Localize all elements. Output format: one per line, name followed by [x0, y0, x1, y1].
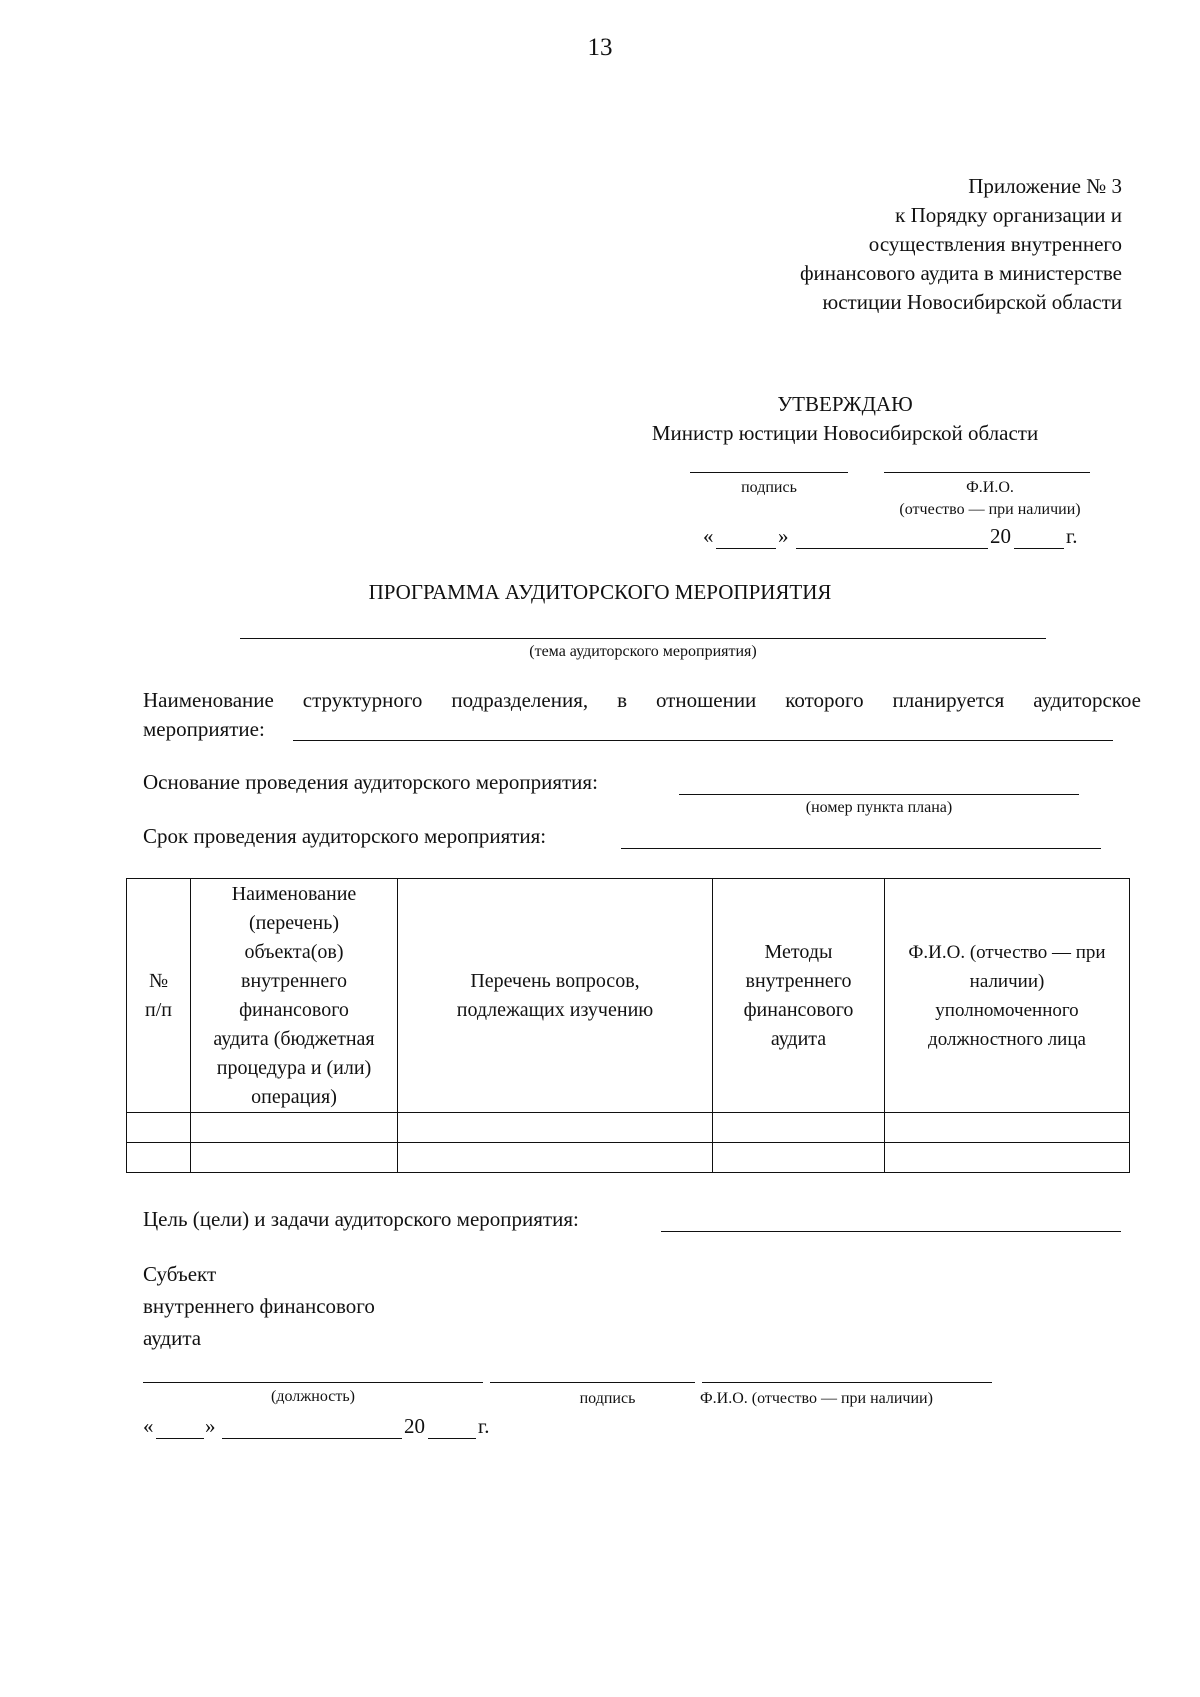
appendix-reference	[662, 172, 1122, 317]
column-header-number: № п/п	[127, 879, 191, 1113]
approval-signature-caption: подпись	[741, 479, 797, 496]
unit-name-label-cont: мероприятие:	[143, 717, 265, 741]
table-cell[interactable]	[885, 1143, 1130, 1173]
basis-caption: (номер пункта плана)	[805, 799, 953, 816]
subject-date-month-line	[222, 1438, 402, 1439]
table-row	[127, 1113, 1130, 1143]
approval-title: УТВЕРЖДАЮ	[777, 392, 913, 416]
approval-date-suffix: г.	[1066, 524, 1078, 548]
goal-label: Цель (цели) и задачи аудиторского мероприятия:	[143, 1207, 579, 1231]
table-cell[interactable]	[398, 1143, 713, 1173]
term-input-line	[621, 848, 1101, 849]
goal-input-line	[661, 1231, 1121, 1232]
approval-name-caption: Ф.И.О.	[966, 479, 1014, 496]
approval-date-year-prefix: 20	[990, 524, 1011, 548]
table-cell[interactable]	[885, 1113, 1130, 1143]
column-header-questions: Перечень вопросов, подлежащих изучению	[398, 879, 713, 1113]
column-header-audit-object: Наименование (перечень) объекта(ов) внутреннего финансового аудита (бюджетная процедура и (или) операция)	[191, 879, 398, 1113]
table-cell[interactable]	[127, 1143, 191, 1173]
term-label: Срок проведения аудиторского мероприятия:	[143, 824, 547, 848]
table-row	[127, 1143, 1130, 1173]
approval-signature-line	[690, 472, 848, 473]
appendix-line: осуществления внутреннего	[868, 232, 1122, 256]
approval-date-month-line	[796, 548, 988, 549]
subject-name-line	[702, 1382, 992, 1383]
approval-date-open-quote: «	[703, 524, 714, 548]
subject-signature-line	[490, 1382, 695, 1383]
table-cell[interactable]	[191, 1113, 398, 1143]
subject-date-year-prefix: 20	[404, 1414, 425, 1438]
appendix-line: финансового аудита в министерстве	[799, 261, 1122, 285]
approval-position: Министр юстиции Новосибирской области	[651, 421, 1039, 445]
subject-date-suffix: г.	[478, 1414, 490, 1438]
subject-date-year-line	[428, 1438, 476, 1439]
appendix-line: Приложение № 3	[968, 174, 1122, 198]
page-number: 13	[587, 34, 613, 61]
audit-program-table	[126, 878, 1130, 1173]
table-cell[interactable]	[713, 1143, 885, 1173]
subject-label: Субъект внутреннего финансового аудита	[143, 1262, 375, 1350]
table-header-row	[127, 879, 1130, 1113]
appendix-line: к Порядку организации и	[895, 203, 1122, 227]
program-topic-caption: (тема аудиторского мероприятия)	[529, 643, 757, 660]
program-title: ПРОГРАММА АУДИТОРСКОГО МЕРОПРИЯТИЯ	[368, 580, 832, 604]
unit-name-label: Наименование структурного подразделения, в отношении которого планируется аудиторское	[143, 688, 1141, 712]
subject-date-day-line	[156, 1438, 204, 1439]
subject-position-caption: (должность)	[271, 1388, 355, 1405]
unit-name-input-line	[293, 740, 1113, 741]
table-cell[interactable]	[191, 1143, 398, 1173]
subject-date-open-quote: «	[143, 1414, 154, 1438]
approval-name-caption-note: (отчество — при наличии)	[899, 501, 1081, 518]
column-header-responsible: Ф.И.О. (отчество — при наличии) уполномоченного должностного лица	[885, 879, 1130, 1113]
subject-date-close-quote: »	[205, 1414, 216, 1438]
subject-position-line	[143, 1382, 483, 1383]
approval-date-close-quote: »	[778, 524, 789, 548]
program-topic-line	[240, 638, 1046, 639]
column-header-methods: Методы внутреннего финансового аудита	[713, 879, 885, 1113]
basis-label: Основание проведения аудиторского мероприятия:	[143, 770, 598, 794]
basis-input-line	[679, 794, 1079, 795]
appendix-line: юстиции Новосибирской области	[822, 290, 1122, 314]
approval-date-day-line	[716, 548, 776, 549]
subject-signature-caption: подпись	[579, 1390, 636, 1407]
subject-name-caption: Ф.И.О. (отчество — при наличии)	[700, 1390, 933, 1407]
table-cell[interactable]	[127, 1113, 191, 1143]
table-cell[interactable]	[713, 1113, 885, 1143]
approval-name-line	[884, 472, 1090, 473]
table-cell[interactable]	[398, 1113, 713, 1143]
approval-date-year-line	[1014, 548, 1064, 549]
